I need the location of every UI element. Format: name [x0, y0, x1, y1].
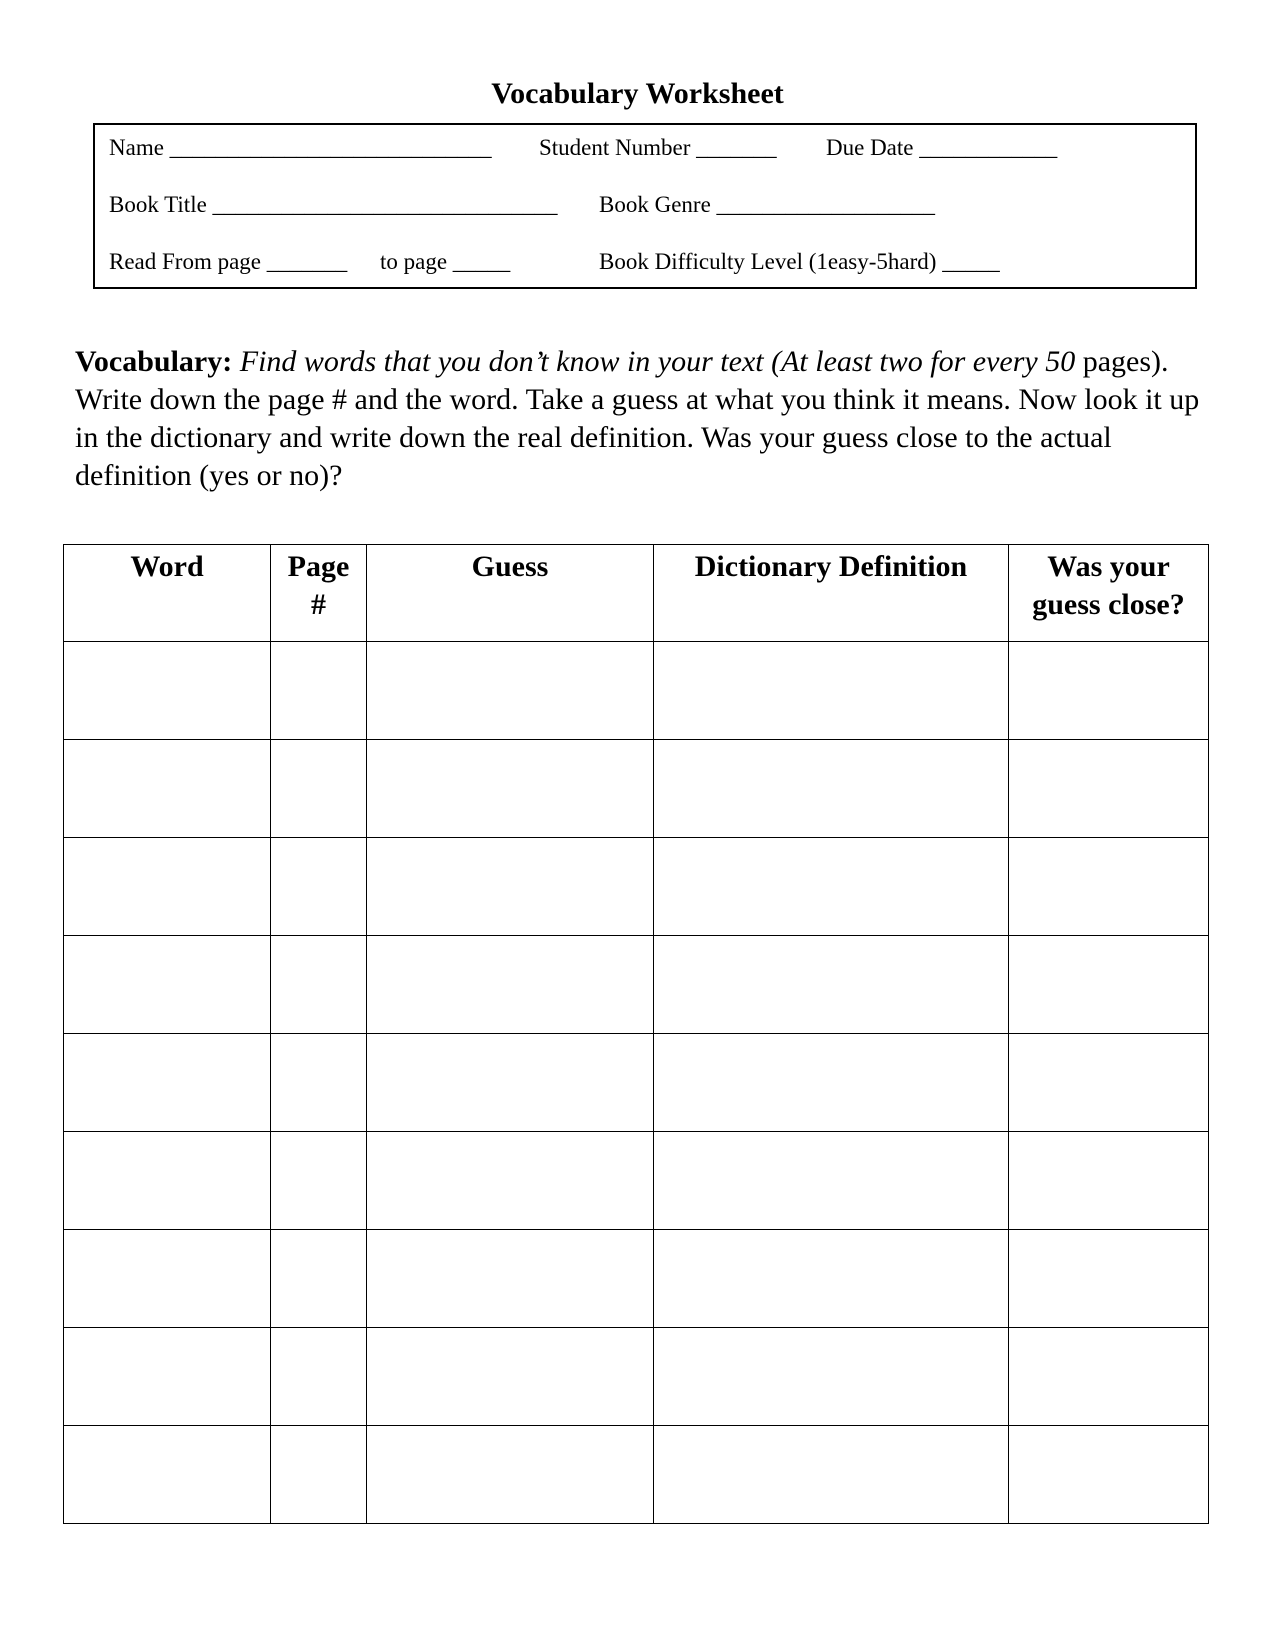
cell-dictionary-definition[interactable]: [654, 838, 1009, 936]
cell-guess-close[interactable]: [1009, 936, 1209, 1034]
cell-guess[interactable]: [367, 1034, 654, 1132]
cell-dictionary-definition[interactable]: [654, 1328, 1009, 1426]
cell-word[interactable]: [64, 1034, 271, 1132]
cell-word[interactable]: [64, 1426, 271, 1524]
cell-word[interactable]: [64, 642, 271, 740]
table-row: [64, 838, 1209, 936]
cell-guess-close[interactable]: [1009, 1034, 1209, 1132]
cell-dictionary-definition[interactable]: [654, 936, 1009, 1034]
student-number-field[interactable]: Student Number _______: [539, 135, 777, 160]
cell-word[interactable]: [64, 838, 271, 936]
table-row: [64, 1132, 1209, 1230]
cell-guess[interactable]: [367, 1230, 654, 1328]
table-row: [64, 1426, 1209, 1524]
table-row: [64, 1230, 1209, 1328]
header-word: Word: [64, 545, 271, 642]
cell-page-number[interactable]: [271, 740, 367, 838]
cell-guess-close[interactable]: [1009, 740, 1209, 838]
instructions-lead: Vocabulary:: [75, 345, 233, 378]
cell-dictionary-definition[interactable]: [654, 740, 1009, 838]
book-genre-field[interactable]: Book Genre ___________________: [599, 192, 936, 217]
cell-guess-close[interactable]: [1009, 838, 1209, 936]
cell-page-number[interactable]: [271, 1230, 367, 1328]
table-row: [64, 1328, 1209, 1426]
difficulty-level-field[interactable]: Book Difficulty Level (1easy-5hard) _____: [599, 249, 1000, 274]
cell-page-number[interactable]: [271, 1034, 367, 1132]
cell-page-number[interactable]: [271, 1328, 367, 1426]
table-row: [64, 642, 1209, 740]
cell-page-number[interactable]: [271, 838, 367, 936]
cell-word[interactable]: [64, 1230, 271, 1328]
header-dictionary-definition: Dictionary Definition: [654, 545, 1009, 642]
cell-guess-close[interactable]: [1009, 642, 1209, 740]
table-row: [64, 1034, 1209, 1132]
instructions-italic: Find words that you don’t know in your text (At least two for every 50: [239, 345, 1076, 378]
cell-word[interactable]: [64, 1132, 271, 1230]
table-row: [64, 936, 1209, 1034]
cell-guess[interactable]: [367, 1426, 654, 1524]
cell-guess-close[interactable]: [1009, 1328, 1209, 1426]
table-body: [64, 642, 1209, 1524]
cell-guess[interactable]: [367, 936, 654, 1034]
to-page-field[interactable]: to page _____: [380, 249, 511, 274]
header-guess: Guess: [367, 545, 654, 642]
header-page-number: Page #: [271, 545, 367, 642]
cell-dictionary-definition[interactable]: [654, 1132, 1009, 1230]
cell-page-number[interactable]: [271, 1426, 367, 1524]
table-row: [64, 740, 1209, 838]
table-header-row: [64, 545, 1209, 642]
instructions-paragraph: [75, 343, 1205, 495]
cell-dictionary-definition[interactable]: [654, 1034, 1009, 1132]
page-title: Vocabulary Worksheet: [491, 77, 784, 110]
name-field[interactable]: Name ____________________________: [109, 135, 492, 160]
header-guess-close: Was your guess close?: [1009, 545, 1209, 642]
cell-page-number[interactable]: [271, 642, 367, 740]
due-date-field[interactable]: Due Date ____________: [826, 135, 1058, 160]
cell-guess[interactable]: [367, 1328, 654, 1426]
cell-page-number[interactable]: [271, 1132, 367, 1230]
cell-guess-close[interactable]: [1009, 1132, 1209, 1230]
instructions-body: pages). Write down the page # and the word. Take a guess at what you think it means. Now look it up in the dictionary and write down the real definition. Was your guess close to the actual definition (yes or no)?: [75, 345, 1200, 492]
cell-word[interactable]: [64, 936, 271, 1034]
cell-guess[interactable]: [367, 1132, 654, 1230]
cell-guess-close[interactable]: [1009, 1426, 1209, 1524]
vocabulary-table: [63, 544, 1209, 1524]
cell-word[interactable]: [64, 740, 271, 838]
cell-guess-close[interactable]: [1009, 1230, 1209, 1328]
book-title-field[interactable]: Book Title ______________________________: [109, 192, 558, 217]
cell-guess[interactable]: [367, 838, 654, 936]
cell-guess[interactable]: [367, 642, 654, 740]
cell-dictionary-definition[interactable]: [654, 642, 1009, 740]
cell-page-number[interactable]: [271, 936, 367, 1034]
cell-dictionary-definition[interactable]: [654, 1230, 1009, 1328]
student-info-box: [93, 123, 1197, 289]
cell-word[interactable]: [64, 1328, 271, 1426]
cell-guess[interactable]: [367, 740, 654, 838]
read-from-page-field[interactable]: Read From page _______: [109, 249, 348, 274]
cell-dictionary-definition[interactable]: [654, 1426, 1009, 1524]
